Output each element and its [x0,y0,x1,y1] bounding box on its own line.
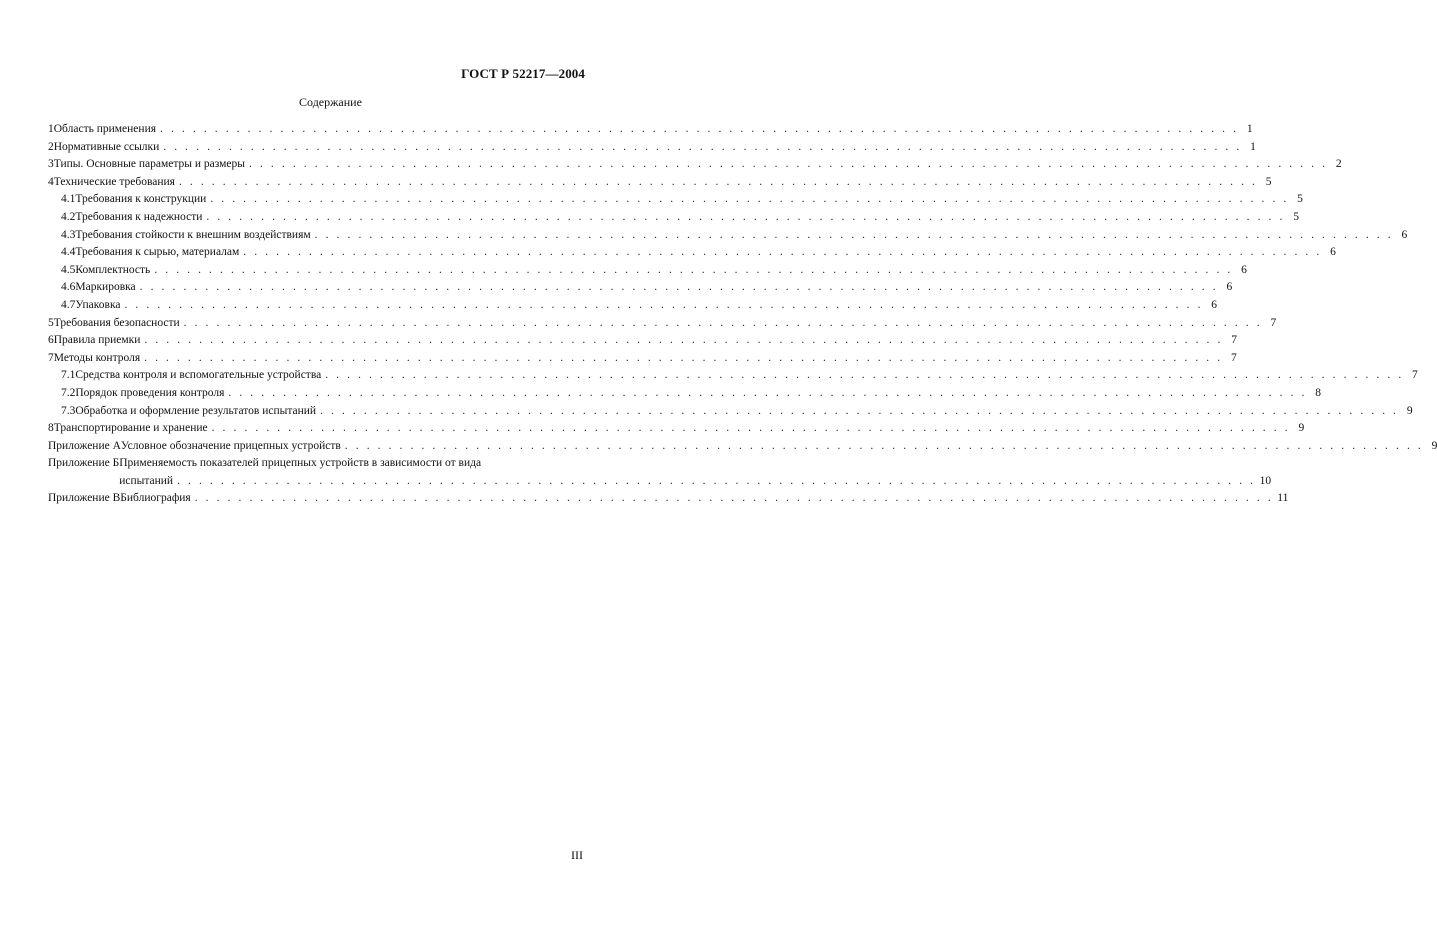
appendix-prefix: Приложение А [48,439,121,452]
toc-entry-label: Требования к надежности [75,210,203,223]
toc-leader-dots [210,191,1289,209]
toc-entry-label: Правила приемки [53,334,141,347]
toc-entry-number: 4.5 [61,263,76,276]
toc-leader-dots [154,262,1233,280]
toc-entry-7[interactable] [48,350,1237,368]
toc-entry-number: 4.1 [61,193,76,206]
toc-entry-number: 4.2 [61,210,76,223]
toc-leader-dots [345,438,1424,456]
toc-entry-3[interactable] [48,156,1342,174]
toc-entry-page: 6 [1401,228,1408,241]
toc-entry-number: 4.4 [61,246,76,259]
toc-entry-page: 5 [1297,193,1303,206]
toc-entry-label: Маркировка [75,281,136,294]
toc-entry-page: 7 [1230,351,1237,364]
toc-entry-number: 4.3 [61,228,76,241]
toc-entry-number: 2 [48,140,54,153]
toc-entry-page: 6 [1226,281,1233,294]
toc-leader-dots [163,139,1242,157]
toc-entry-number: 7.1 [61,369,76,382]
toc-entry-number: 6 [48,334,54,347]
toc-entry-4-1[interactable] [48,191,1303,209]
toc-entry-page: 7 [1231,334,1237,347]
toc-leader-dots [179,174,1258,192]
toc-entry-7-2[interactable] [48,385,1321,403]
toc-leader-dots [212,420,1291,438]
toc-entry-page: 9 [1298,422,1305,435]
toc-entry-label: Транспортирование и хранение [53,422,208,435]
toc-entry-4-7[interactable] [48,297,1218,315]
toc-entry-label: Требования к конструкции [75,193,207,206]
toc-leader-dots [144,332,1223,350]
toc-appendix-v[interactable] [48,490,1289,508]
toc-entry-label: Обработка и оформление результатов испытаний [75,404,317,417]
toc-leader-dots [249,156,1328,174]
toc-leader-dots [140,279,1219,297]
toc-entry-number: 8 [48,422,54,435]
toc-entry-label: Область применения [53,123,157,135]
appendix-prefix: Приложение Б [48,457,120,470]
toc-entry-label: Средства контроля и вспомогательные устройства [75,369,322,382]
toc-entry-number: 4.7 [61,298,76,311]
toc-leader-dots [243,244,1322,262]
toc-entry-label: Библиография [120,492,191,505]
toc-entry-number: 4 [48,175,54,188]
toc-entry-label-line1: Применяемость показателей прицепных устройств в зависимости от вида [119,457,482,470]
toc-leader-dots [144,350,1223,368]
toc-leader-dots [177,473,1256,491]
toc-entry-label-line2: испытаний [119,474,174,487]
page-number: III [571,848,583,862]
toc-entry-label: Комплектность [75,263,151,276]
toc-entry-page: 7 [1270,316,1277,329]
toc-entry-number: 7 [48,351,54,364]
toc-entry-page: 6 [1211,298,1218,311]
toc-entry-label: Условное обозначение прицепных устройств [120,439,341,452]
toc-entry-label: Требования стойкости к внешним воздействиям [75,228,311,241]
toc-entry-6[interactable] [48,332,1237,350]
toc-leader-dots [206,209,1285,227]
toc-entry-4-6[interactable] [48,279,1233,297]
toc-leader-dots [325,367,1404,385]
toc-entry-page: 8 [1315,386,1321,399]
toc-entry-page: 5 [1265,175,1272,188]
toc-entry-4-3[interactable] [48,227,1408,245]
toc-leader-dots [315,227,1394,245]
toc-appendix-b[interactable] [48,455,1272,490]
toc-appendix-a[interactable] [48,438,1437,456]
toc-entry-page: 2 [1335,158,1342,171]
toc-entry-page: 11 [1277,492,1289,505]
document-code: ГОСТ Р 52217—2004 [461,66,585,81]
toc-entry-label: Технические требования [53,175,175,188]
toc-entry-page: 5 [1293,210,1299,223]
appendix-prefix: Приложение В [48,492,121,505]
toc-leader-dots [228,385,1307,403]
toc-entry-7-1[interactable] [48,367,1418,385]
toc-entry-4-2[interactable] [48,209,1299,227]
toc-entry-label: Требования к сырью, материалам [75,246,240,259]
toc-leader-dots [124,297,1203,315]
table-of-contents [48,121,1437,508]
page-title: Содержание [299,95,362,109]
toc-entry-label: Методы контроля [53,351,141,364]
toc-entry-page: 6 [1241,263,1247,276]
toc-entry-7-3[interactable] [48,403,1413,421]
toc-entry-page: 9 [1431,439,1437,452]
toc-entry-number: 1 [48,123,54,135]
toc-entry-label: Типы. Основные параметры и размеры [53,158,246,171]
toc-entry-5[interactable] [48,315,1277,333]
toc-entry-page: 10 [1259,474,1272,487]
toc-entry-8[interactable] [48,420,1305,438]
toc-entry-page: 1 [1246,123,1253,135]
toc-entry-number: 5 [48,316,54,329]
toc-entry-label: Упаковка [75,298,121,311]
toc-entry-number: 3 [48,158,54,171]
toc-entry-label: Требования безопасности [53,316,180,329]
toc-entry-label: Порядок проведения контроля [75,386,225,399]
toc-entry-page: 6 [1330,246,1336,259]
toc-leader-dots [195,490,1274,508]
toc-entry-2[interactable] [48,139,1256,157]
toc-leader-dots [160,121,1239,139]
toc-leader-dots [320,403,1399,421]
toc-entry-page: 1 [1250,140,1256,153]
toc-entry-page: 9 [1406,404,1413,417]
toc-entry-number: 7.3 [61,404,76,417]
toc-entry-page: 7 [1412,369,1418,382]
toc-leader-dots [184,315,1263,333]
toc-entry-number: 7.2 [61,386,76,399]
toc-entry-4-5[interactable] [48,262,1247,280]
toc-entry-1[interactable] [48,121,1253,139]
toc-entry-4-4[interactable] [48,244,1336,262]
toc-entry-number: 4.6 [61,281,76,294]
toc-entry-label: Нормативные ссылки [53,140,160,153]
toc-entry-4[interactable] [48,174,1272,192]
